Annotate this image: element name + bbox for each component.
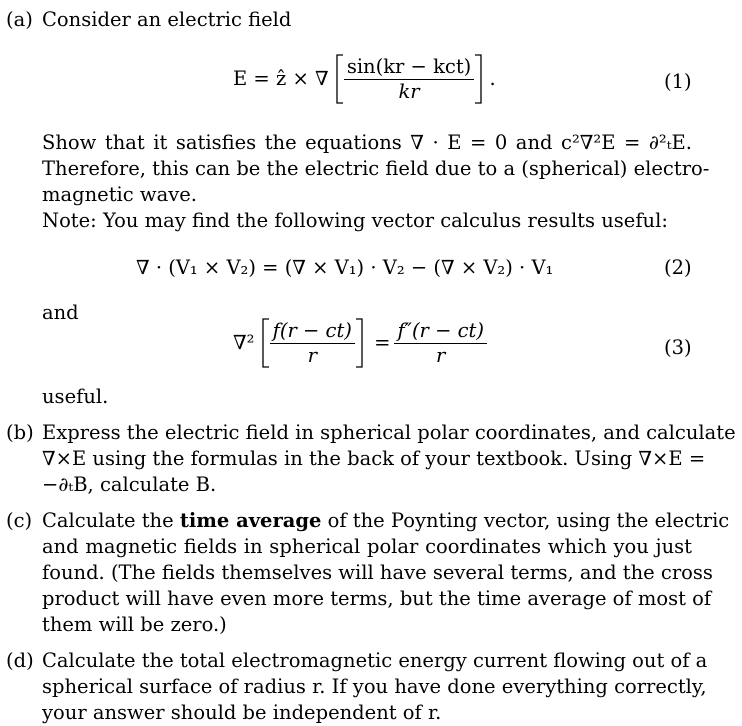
part-c-line-1-pre: Calculate the	[42, 509, 180, 532]
equation-3-rhs-numerator: f″(r − ct)	[397, 318, 484, 342]
part-c-line-4: product will have even more terms, but the time average of most of	[42, 587, 712, 610]
part-b-label: (b)	[6, 421, 34, 444]
part-b-line-2: ∇×E using the formulas in the back of your textbook. Using ∇×E =	[42, 447, 706, 470]
equation-1-tail: .	[489, 67, 496, 90]
useful-text: useful.	[42, 385, 109, 408]
equation-1-numerator: sin(kr − kct)	[346, 54, 472, 78]
part-a-intro: Consider an electric field	[42, 8, 292, 31]
part-c-line-3: found. (The fields themselves will have several terms, and the cross	[42, 561, 713, 584]
equation-1-lhs: E = ẑ × ∇	[233, 67, 329, 90]
equation-3-denominator: r	[270, 343, 355, 368]
part-d-line-2: spherical surface of radius r. If you have done everything correctly,	[42, 675, 707, 698]
right-bracket-icon	[474, 54, 483, 104]
equation-3-rhs-denominator: r	[394, 343, 487, 368]
time-average-emphasis: time average	[179, 509, 322, 532]
part-a-line-3: magnetic wave.	[42, 183, 197, 206]
left-bracket-icon	[335, 54, 344, 104]
part-c-line-1-post: of the Poynting vector, using the electric	[321, 509, 730, 532]
equation-2: ∇ · (V₁ × V₂) = (∇ × V₁) · V₂ − (∇ × V₂) · V₁	[136, 256, 554, 279]
part-c-line-1	[42, 509, 730, 533]
part-c-label: (c)	[6, 509, 33, 532]
part-a-line-1: Show that it satisfies the equations ∇ · E = 0 and c²∇²E = ∂²ₜE.	[42, 131, 692, 154]
part-c-line-5: them will be zero.)	[42, 613, 227, 636]
part-d-line-3: your answer should be independent of r.	[42, 701, 442, 724]
equation-3-equals: =	[374, 331, 391, 354]
equation-3	[233, 318, 487, 374]
right-bracket-icon	[355, 318, 364, 368]
equation-1	[233, 54, 496, 110]
equation-1-number: (1)	[664, 70, 692, 93]
equation-2-number: (2)	[664, 256, 692, 279]
equation-3-numerator: f(r − ct)	[272, 318, 352, 342]
part-a-line-2: Therefore, this can be the electric field due to a (spherical) electro-	[42, 157, 710, 180]
equation-3-number: (3)	[664, 336, 692, 359]
part-a-line-4: Note: You may find the following vector calculus results useful:	[42, 209, 668, 232]
left-bracket-icon	[261, 318, 270, 368]
equation-3-lhs: ∇²	[233, 331, 255, 354]
part-c-line-2: and magnetic fields in spherical polar coordinates which you just	[42, 535, 692, 558]
part-a-label: (a)	[6, 8, 33, 31]
and-text: and	[42, 301, 79, 324]
part-d-label: (d)	[6, 649, 34, 672]
equation-1-denominator: kr	[344, 79, 474, 104]
part-b-line-1: Express the electric field in spherical polar coordinates, and calculate	[42, 421, 736, 444]
part-b-line-3: −∂ₜB, calculate B.	[42, 473, 217, 496]
part-d-line-1: Calculate the total electromagnetic energy current flowing out of a	[42, 649, 708, 672]
